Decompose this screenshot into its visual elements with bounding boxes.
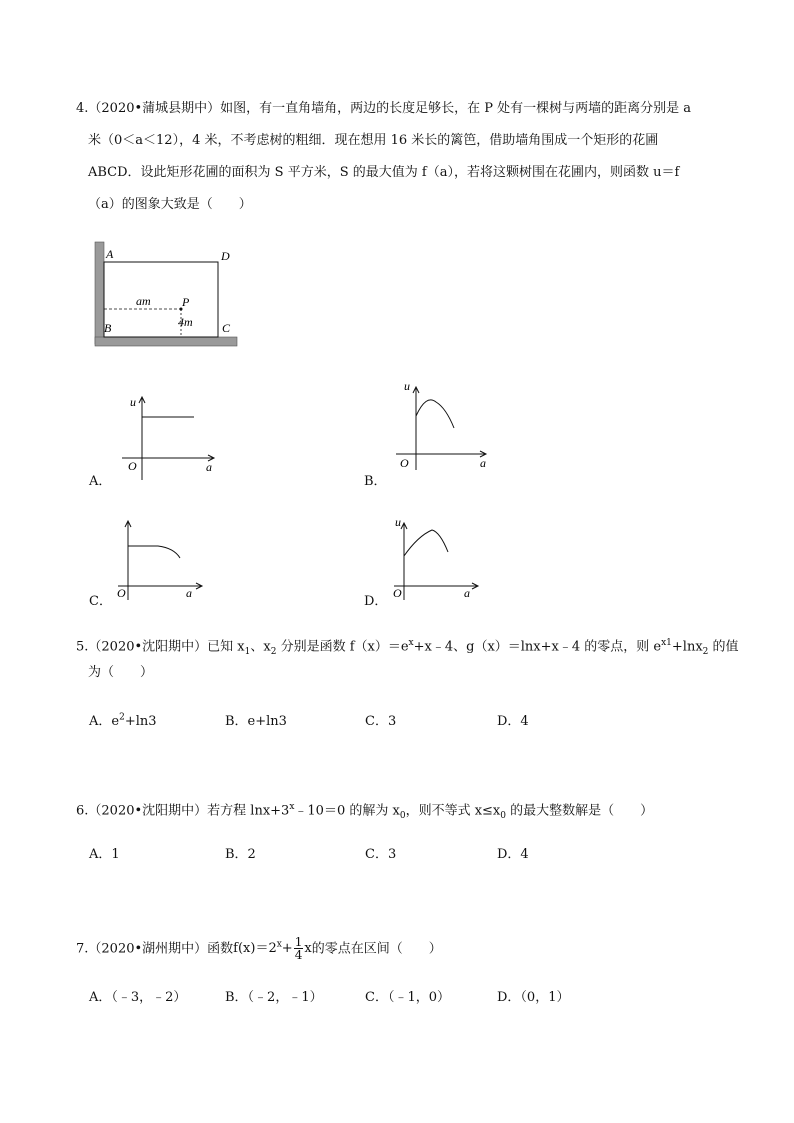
q6-option-c: C．3 <box>365 847 397 862</box>
u-axis-label: u <box>404 379 410 393</box>
point-a-label: A <box>106 247 114 261</box>
a-axis-label: a <box>464 586 470 600</box>
q7-function-expression: $f(x)=2^x+$ $\frac{1}{4}$ x <box>233 935 312 963</box>
q4-option-a-graph <box>118 392 228 484</box>
q7-option-b: B．（﹣2，﹣1） <box>225 990 323 1005</box>
q5-option-c: C．3 <box>365 714 397 729</box>
u-axis-label: u <box>395 515 401 529</box>
q6-option-b: B．2 <box>225 847 256 862</box>
a-axis-label: a <box>480 456 486 470</box>
point-c-label: C <box>222 321 231 335</box>
q4-option-b-label: B． <box>364 474 387 489</box>
q5-option-b: B．e+ln3 <box>225 714 287 729</box>
q7-option-d: D．（0，1） <box>497 990 570 1005</box>
origin-label: O <box>128 459 137 473</box>
q4-line-4: （a）的图象大致是（ ） <box>88 197 252 212</box>
q4-option-a-label: A． <box>89 474 112 489</box>
q4-option-c-graph <box>114 516 214 604</box>
q7-option-a: A．（﹣3，﹣2） <box>89 990 187 1005</box>
origin-label: O <box>400 456 409 470</box>
origin-label: O <box>117 586 126 600</box>
distance-4m-label: 4m <box>178 315 193 329</box>
distance-am-label: am <box>136 294 151 308</box>
q5-option-d: D．4 <box>497 714 529 729</box>
q4-option-d-graph <box>392 512 492 604</box>
q7-option-c: C．（﹣1，0） <box>365 990 450 1005</box>
q4-line-2: 米（0＜a＜12），4 米，不考虑树的粗细．现在想用 16 米长的篱笆，借助墙角围成一个矩形的花圃 <box>88 133 659 148</box>
q4-line-1: 4.（2020•蒲城县期中）如图，有一直角墙角，两边的长度足够长，在 P 处有一棵树与两墙的距离分别是 a <box>76 101 692 116</box>
q6-option-d: D．4 <box>497 847 529 862</box>
q6-line-1: 6.（2020•沈阳期中）若方程 $\ln x+3^x﹣10=0$ 的解为 $x_0$，则不等式 $x\le x_0$ 的最大整数解是（ ） <box>76 802 654 821</box>
q4-wall-figure <box>90 238 240 350</box>
u-axis-label: u <box>130 395 136 409</box>
point-d-label: D <box>221 249 230 263</box>
q5-option-a: A．$e^2+\ln 3$ <box>89 712 157 729</box>
point-b-label: B <box>104 321 112 335</box>
q4-option-b-graph <box>392 378 502 474</box>
point-p-label: P <box>182 295 190 309</box>
a-axis-label: a <box>186 586 192 600</box>
q5-line-2: 为（ ） <box>88 665 154 680</box>
q6-option-a: A．1 <box>89 847 120 862</box>
a-axis-label: a <box>206 460 212 474</box>
q4-line-3: ABCD．设此矩形花圃的面积为 S 平方米，S 的最大值为 f（a），若将这颗树围在花圃内，则函数 u＝f <box>88 165 680 180</box>
q4-option-d-label: D． <box>364 594 388 609</box>
q7-line-1: 7.（2020•湖州期中）函数$f(x)=2^x+$ $\frac{1}{4}$ x的零点在区间（ ） <box>76 935 442 963</box>
q5-line-1: 5.（2020•沈阳期中）已知 $x_1$、$x_2$ 分别是函数 $f(x)=e^x+x﹣4$、g（x）＝lnx+x﹣4 的零点，则 $e^{x1}+\ln x_2$ 的值 <box>76 638 739 657</box>
q4-option-c-label: C． <box>89 594 112 609</box>
origin-label: O <box>393 586 402 600</box>
